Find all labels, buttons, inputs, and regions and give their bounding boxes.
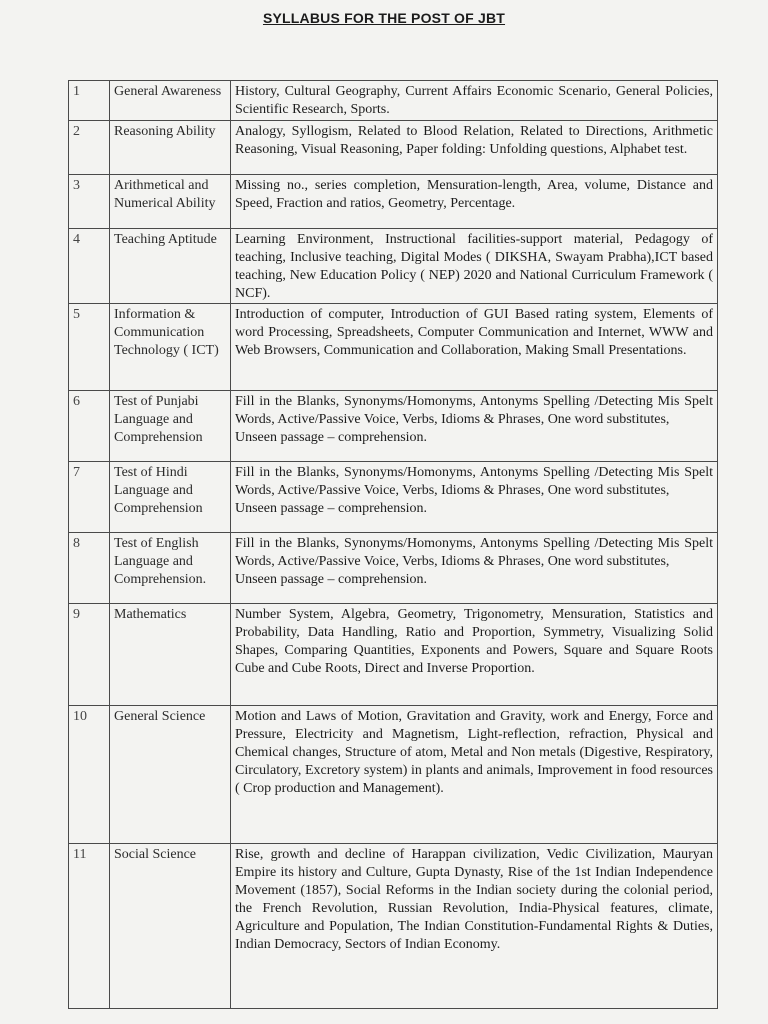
table-row	[69, 229, 718, 304]
subject-cell: Social Science	[110, 844, 231, 1009]
topics-text: Unseen passage – comprehension.	[235, 572, 428, 587]
table-row	[69, 604, 718, 706]
topics-text: Rise, growth and decline of Harappan civilization, Vedic Civilization, Mauryan Empire its history and Culture, Gupta Dynasty, Rise of the 1st Indian Independence Movement (1857), Social Reforms in the Indian society during the colonial period, the French Revolution, Russian Revolution, India-Physical features, climate, Agriculture and Population, The Indian Constitution-Fundamental Rights & Duties, Indian Democracy, Sectors of Indian Economy.	[235, 847, 713, 952]
table-row	[69, 533, 718, 604]
subject-cell: Mathematics	[110, 604, 231, 706]
topics-cell	[231, 304, 718, 391]
subject-cell: Reasoning Ability	[110, 121, 231, 175]
table-row	[69, 844, 718, 1009]
topics-cell	[231, 391, 718, 462]
subject-cell: Arithmetical and Numerical Ability	[110, 175, 231, 229]
row-number: 3	[69, 175, 110, 229]
topics-cell	[231, 706, 718, 844]
row-number: 1	[69, 81, 110, 121]
subject-cell: General Science	[110, 706, 231, 844]
subject-cell: Test of Hindi Language and Comprehension	[110, 462, 231, 533]
table-row	[69, 81, 718, 121]
row-number: 11	[69, 844, 110, 1009]
row-number: 9	[69, 604, 110, 706]
topics-cell	[231, 121, 718, 175]
topics-cell	[231, 604, 718, 706]
topics-text: Introduction of computer, Introduction of GUI Based rating system, Elements of word Processing, Spreadsheets, Computer Communication and Internet, WWW and Web Browsers, Communication and Collaboration, Making Small Presentations.	[235, 307, 713, 358]
row-number: 5	[69, 304, 110, 391]
row-number: 4	[69, 229, 110, 304]
table-row	[69, 391, 718, 462]
row-number: 6	[69, 391, 110, 462]
topics-cell	[231, 81, 718, 121]
topics-text: Fill in the Blanks, Synonyms/Homonyms, Antonyms Spelling /Detecting Mis Spelt Words, Active/Passive Voice, Verbs, Idioms & Phrases, One word substitutes,	[235, 394, 713, 427]
topics-text: Missing no., series completion, Mensuration-length, Area, volume, Distance and Speed, Fraction and ratios, Geometry, Percentage.	[235, 178, 713, 211]
topics-text: Number System, Algebra, Geometry, Trigonometry, Mensuration, Statistics and Probability, Data Handling, Ratio and Proportion, Symmetry, Visualizing Solid Shapes, Comparing Quantities, Exponents and Powers, Square and Square Roots Cube and Cube Roots, Direct and Inverse Proportion.	[235, 607, 713, 676]
topics-cell	[231, 462, 718, 533]
topics-text: Fill in the Blanks, Synonyms/Homonyms, Antonyms Spelling /Detecting Mis Spelt Words, Active/Passive Voice, Verbs, Idioms & Phrases, One word substitutes,	[235, 536, 713, 569]
row-number: 2	[69, 121, 110, 175]
topics-text: History, Cultural Geography, Current Affairs Economic Scenario, General Policies, Scientific Research, Sports.	[235, 84, 713, 117]
topics-text: Analogy, Syllogism, Related to Blood Relation, Related to Directions, Arithmetic Reasoning, Visual Reasoning, Paper folding: Unfolding questions, Alphabet test.	[235, 124, 713, 157]
subject-cell: General Awareness	[110, 81, 231, 121]
syllabus-table	[68, 80, 718, 1009]
subject-cell: Test of Punjabi Language and Comprehension	[110, 391, 231, 462]
topics-text: Fill in the Blanks, Synonyms/Homonyms, Antonyms Spelling /Detecting Mis Spelt Words, Active/Passive Voice, Verbs, Idioms & Phrases, One word substitutes,	[235, 465, 713, 498]
row-number: 7	[69, 462, 110, 533]
table-row	[69, 706, 718, 844]
row-number: 10	[69, 706, 110, 844]
row-number: 8	[69, 533, 110, 604]
topics-text: Motion and Laws of Motion, Gravitation and Gravity, work and Energy, Force and Pressure, Electricity and Magnetism, Light-reflection, refraction, Physical and Chemical changes, Structure of atom, Metal and Non metals (Digestive, Respiratory, Circulatory, Excretory system) in plants and animals, Improvement in food resources ( Crop production and Management).	[235, 709, 713, 796]
subject-cell: Teaching Aptitude	[110, 229, 231, 304]
table-row	[69, 462, 718, 533]
page-title: SYLLABUS FOR THE POST OF JBT	[262, 10, 506, 26]
table-row	[69, 121, 718, 175]
topics-text: Unseen passage – comprehension.	[235, 430, 428, 445]
subject-cell: Information & Communication Technology ( ICT)	[110, 304, 231, 391]
table-row	[69, 175, 718, 229]
topics-cell	[231, 175, 718, 229]
topics-cell	[231, 844, 718, 1009]
topics-text: Learning Environment, Instructional facilities-support material, Pedagogy of teaching, Inclusive teaching, Digital Modes ( DIKSHA, Swayam Prabha),ICT based teaching, New Education Policy ( NEP) 2020 and National Curriculum Framework ( NCF).	[235, 232, 713, 301]
topics-text: Unseen passage – comprehension.	[235, 501, 428, 516]
topics-cell	[231, 229, 718, 304]
subject-cell: Test of English Language and Comprehension.	[110, 533, 231, 604]
topics-cell	[231, 533, 718, 604]
table-row	[69, 304, 718, 391]
